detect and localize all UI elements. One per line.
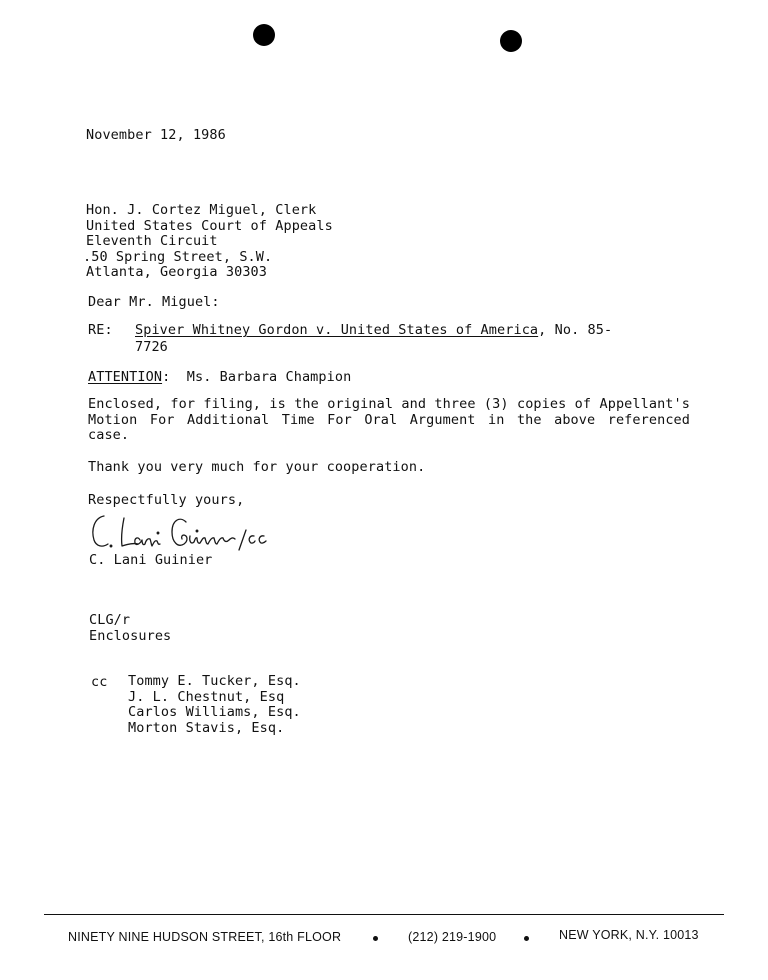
- cc-label: cc: [91, 674, 108, 690]
- re-label: RE:: [88, 322, 113, 338]
- enclosures-note: Enclosures: [89, 628, 172, 644]
- recipient-line-3: Eleventh Circuit: [86, 233, 218, 249]
- handwritten-signature: [88, 508, 288, 556]
- recipient-address: [83, 202, 333, 281]
- recipient-line-2: United States Court of Appeals: [86, 217, 333, 234]
- signature-drawing: [88, 508, 288, 556]
- recipient-line-4: .50 Spring Street, S.W.: [83, 248, 273, 265]
- signer-name: C. Lani Guinier: [89, 552, 213, 568]
- cc-recipient: Carlos Williams, Esq.: [128, 704, 301, 720]
- recipient-line-5: Atlanta, Georgia 30303: [86, 264, 268, 280]
- thank-you-line: Thank you very much for your cooperation.: [88, 459, 426, 475]
- case-number-part-2: 7726: [135, 339, 168, 355]
- cc-recipient: J. L. Chestnut, Esq: [128, 688, 285, 705]
- attention-colon: :: [162, 369, 171, 385]
- letter-date: November 12, 1986: [86, 127, 226, 143]
- footer-address: NINETY NINE HUDSON STREET, 16th FLOOR: [68, 930, 342, 944]
- case-number-part-1: , No. 85-: [538, 322, 613, 338]
- footer-phone: (212) 219-1900: [408, 930, 497, 944]
- closing: Respectfully yours,: [88, 492, 245, 508]
- attention-name: Ms. Barbara Champion: [186, 369, 352, 385]
- salutation: Dear Mr. Miguel:: [88, 294, 220, 310]
- cc-recipient-list: [128, 674, 301, 736]
- recipient-line-1: Hon. J. Cortez Miguel, Clerk: [86, 202, 317, 218]
- punch-hole-left: [253, 24, 275, 46]
- cc-recipient: Morton Stavis, Esq.: [128, 719, 285, 736]
- punch-hole-right: [500, 30, 522, 52]
- attention-label: ATTENTION: [88, 369, 163, 385]
- attention-line: [88, 370, 351, 386]
- footer-rule: [44, 914, 724, 915]
- re-line: [135, 323, 612, 339]
- body-paragraph: Enclosed, for filing, is the original and three (3) copies of Appellant's Motion For Additional Time For Oral Argument in the above referenced case.: [88, 396, 690, 443]
- cc-recipient: Tommy E. Tucker, Esq.: [128, 673, 301, 689]
- typist-initials: CLG/r: [89, 612, 131, 628]
- case-title: Spiver Whitney Gordon v. United States of America: [135, 322, 539, 338]
- footer-separator-dot: [524, 936, 529, 941]
- footer-separator-dot: [373, 936, 378, 941]
- footer-city: NEW YORK, N.Y. 10013: [559, 928, 699, 942]
